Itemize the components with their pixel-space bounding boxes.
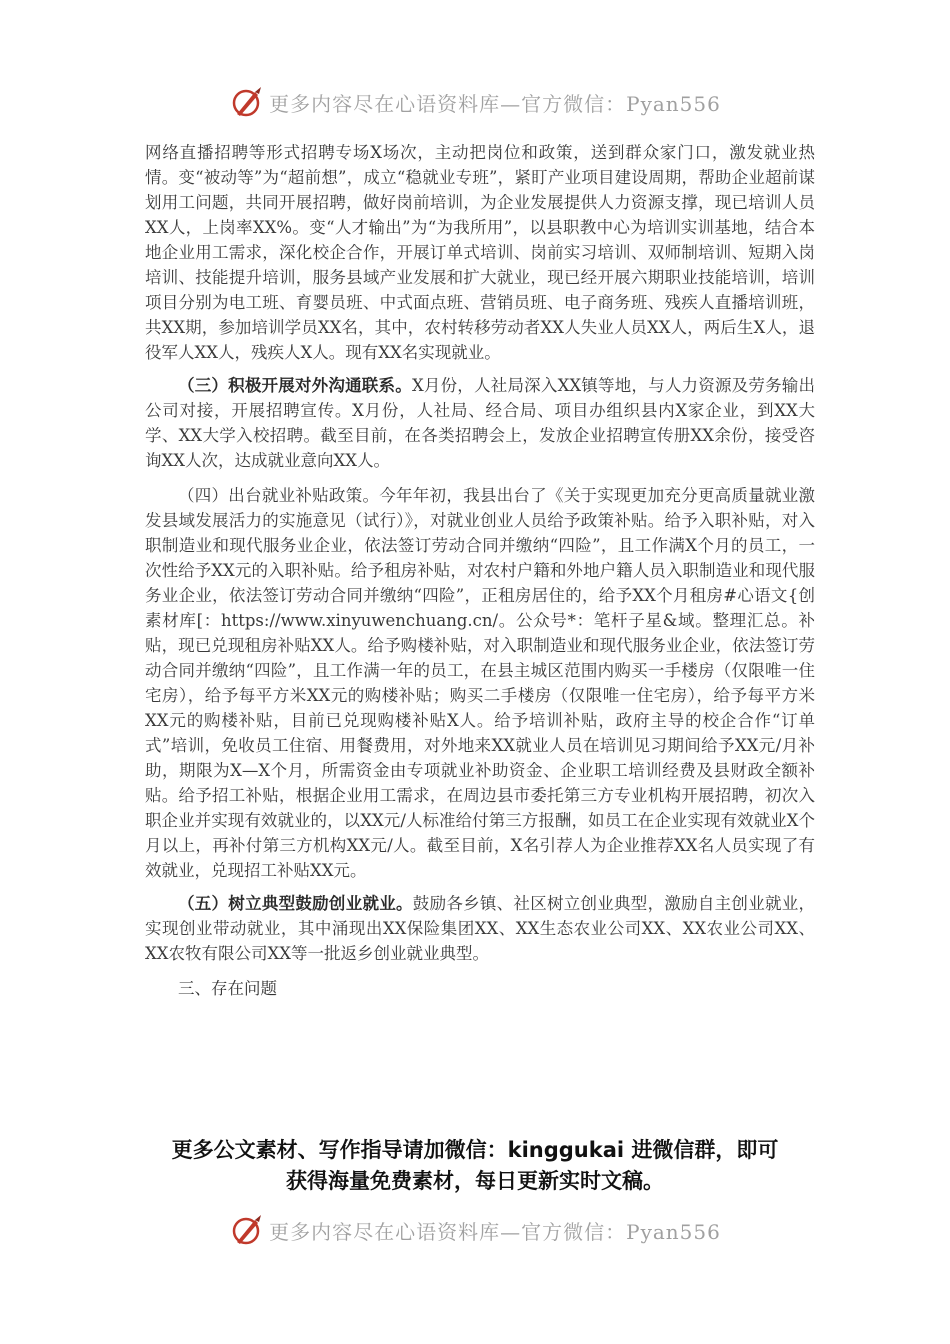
quill-logo-icon xyxy=(229,84,265,120)
paragraph-entrepreneurship-title: （五）树立典型鼓励创业就业。 xyxy=(178,894,413,913)
paragraph-outreach xyxy=(145,373,815,473)
promo-line-1: 更多公文素材、写作指导请加微信：kinggukai 进微信群，即可 xyxy=(171,1138,779,1162)
header-watermark-banner xyxy=(0,82,950,122)
footer-quill-logo-icon xyxy=(229,1212,265,1248)
paragraph-entrepreneurship xyxy=(145,891,815,966)
footer-banner-inner xyxy=(229,1212,721,1248)
section-heading-problems: 三、存在问题 xyxy=(178,979,277,998)
footer-watermark-banner xyxy=(0,1210,950,1250)
paragraph-subsidy-policy: （四）出台就业补贴政策。今年年初，我县出台了《关于实现更加充分更高质量就业激发县域发展活力的实施意见（试行）》，对就业创业人员给予政策补贴。给予入职补贴，对入职制造业和现代服务业企业，依法签订劳动合同并缴纳“四险”，且工作满X个月的员工，一次性给予XX元的入职补贴。给予租房补贴，对农村户籍和外地户籍人员入职制造业和现代服务业企业，依法签订劳动合同并缴纳“四险”，正租房居住的，给予XX个月租房#心语文{创素材库[：https://www.xinyuwenchuang.cn/。公众号*：笔杆子星&域。整理汇总。补贴，现已兑现租房补贴XX人。给予购楼补贴，对入职制造业和现代服务业企业，依法签订劳动合同并缴纳“四险”，且工作满一年的员工，在县主城区范围内购买一手楼房（仅限唯一住宅房），给予每平方米XX元的购楼补贴；购买二手楼房（仅限唯一住宅房），给予每平方米XX元的购楼补贴，目前已兑现购楼补贴X人。给予培训补贴，政府主导的校企合作“订单式”培训，免收员工住宿、用餐费用，对外地来XX就业人员在培训见习期间给予XX元/月补助，期限为X—X个月，所需资金由专项就业补助资金、企业职工培训经费及县财政全额补贴。给予招工补贴，根据企业用工需求，在周边县市委托第三方专业机构开展招聘，初次入职企业并实现有效就业的，以XX元/人标准给付第三方报酬，如员工在企业实现有效就业X个月以上，再补付第三方机构XX元/人。截至目前，X名引荐人为企业推荐XX名人员实现了有效就业，兑现招工补贴XX元。 xyxy=(145,486,815,880)
paragraph-outreach-body: X月份，人社局深入XX镇等地，与人力资源及劳务输出公司对接，开展招聘宣传。X月份，人社局、经合局、项目办组织县内X家企业，到XX大学、XX大学入校招聘。截至目前，在各类招聘会上，发放企业招聘宣传册XX余份，接受咨询XX人次，达成就业意向XX人。 xyxy=(145,376,815,470)
paragraph-entrepreneurship-body: 鼓励各乡镇、社区树立创业典型，激励自主创业就业，实现创业带动就业，其中涌现出XX保险集团XX、XX生态农业公司XX、XX农业公司XX、XX农牧有限公司XX等一批返乡创业就业典型。 xyxy=(145,894,816,963)
paragraph-outreach-title: （三）积极开展对外沟通联系。 xyxy=(178,376,412,395)
footer-banner-text: 更多内容尽在心语资料库—官方微信：Pyan556 xyxy=(269,1219,721,1244)
promo-line-2: 获得海量免费素材，每日更新实时文稿。 xyxy=(286,1169,664,1193)
document-body xyxy=(145,140,815,1001)
promo-notice xyxy=(120,1135,830,1197)
banner-inner xyxy=(229,84,721,120)
banner-text: 更多内容尽在心语资料库—官方微信：Pyan556 xyxy=(269,91,721,116)
paragraph-training: 网络直播招聘等形式招聘专场X场次，主动把岗位和政策，送到群众家门口，激发就业热情。变“被动等”为“超前想”，成立“稳就业专班”，紧盯产业项目建设周期，帮助企业超前谋划用工问题，共同开展招聘，做好岗前培训，为企业发展提供人力资源支撑，现已培训人员XX人，上岗率XX%。变“人才输出”为“为我所用”，以县职教中心为培训实训基地，结合本地企业用工需求，深化校企合作，开展订单式培训、岗前实习培训、双师制培训、短期入岗培训、技能提升培训，服务县域产业发展和扩大就业，现已经开展六期职业技能培训，培训项目分别为电工班、育婴员班、中式面点班、营销员班、电子商务班、残疾人直播培训班，共XX期，参加培训学员XX名，其中，农村转移劳动者XX人失业人员XX人，两后生X人，退役军人XX人，残疾人X人。现有XX名实现就业。 xyxy=(145,143,815,362)
